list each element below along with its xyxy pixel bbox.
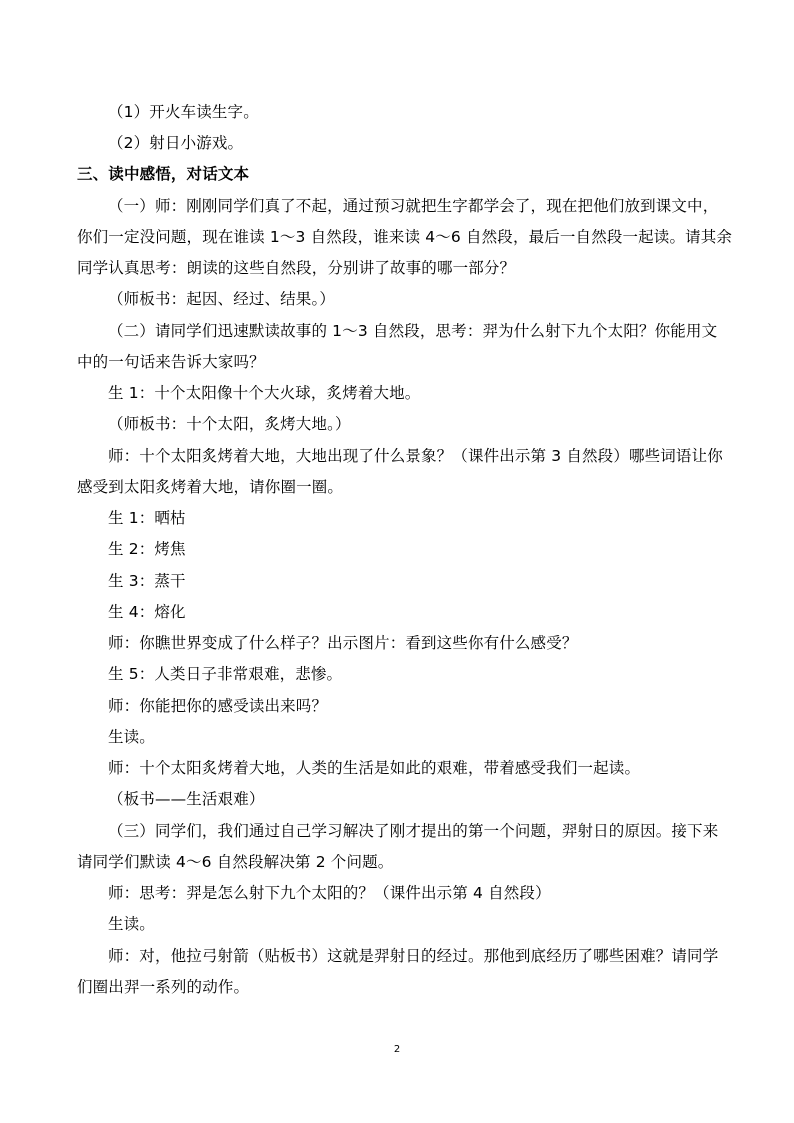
paragraph-line: 师：你瞧世界变成了什么样子？出示图片：看到这些你有什么感受？ <box>108 634 578 652</box>
paragraph-line: （师板书：十个太阳，炙烤大地。） <box>108 415 351 433</box>
list-item-1: （1）开火车读生字。 <box>108 103 259 121</box>
page-number: 2 <box>393 1044 401 1055</box>
paragraph-line: 师：十个太阳炙烤着大地，大地出现了什么景象？（课件出示第 3 自然段）哪些词语让你 <box>108 447 723 465</box>
list-item-2: （2）射日小游戏。 <box>108 134 244 152</box>
paragraph-line: 生 2：烤焦 <box>108 540 186 558</box>
paragraph-line: 们圈出羿一系列的动作。 <box>77 978 250 996</box>
paragraph-line: 生读。 <box>108 915 155 933</box>
paragraph-line: 生 5：人类日子非常艰难，悲惨。 <box>108 665 343 683</box>
paragraph-line: 师：你能把你的感受读出来吗？ <box>108 697 328 715</box>
paragraph-line: 生 4：熔化 <box>108 603 186 621</box>
paragraph-line: 生 1：晒枯 <box>108 509 186 527</box>
paragraph-line: 生 3：蒸干 <box>108 572 186 590</box>
paragraph-line: （二）请同学们迅速默读故事的 1～3 自然段，思考：羿为什么射下九个太阳？你能用文 <box>108 322 718 340</box>
paragraph-line: 感受到太阳炙烤着大地，请你圈一圈。 <box>77 478 344 496</box>
paragraph-line: 师：对，他拉弓射箭（贴板书）这就是羿射日的经过。那他到底经历了哪些困难？请同学 <box>108 947 719 965</box>
paragraph-line: 你们一定没问题，现在谁读 1～3 自然段，谁来读 4～6 自然段，最后一自然段一起读。请其余 <box>77 228 733 246</box>
paragraph-line: 请同学们默读 4～6 自然段解决第 2 个问题。 <box>77 853 394 871</box>
paragraph-line: 生读。 <box>108 728 155 746</box>
paragraph-line: 师：思考：羿是怎么射下九个太阳的？（课件出示第 4 自然段） <box>108 884 551 902</box>
section-heading: 三、读中感悟，对话文本 <box>77 165 250 183</box>
paragraph-line: （三）同学们，我们通过自己学习解决了刚才提出的第一个问题，羿射日的原因。接下来 <box>108 822 719 840</box>
paragraph-line: （师板书：起因、经过、结果。） <box>108 290 336 308</box>
paragraph-line: 生 1：十个太阳像十个大火球，炙烤着大地。 <box>108 384 421 402</box>
paragraph-line: 师：十个太阳炙烤着大地，人类的生活是如此的艰难，带着感受我们一起读。 <box>108 759 641 777</box>
paragraph-line: （一）师：刚刚同学们真了不起，通过预习就把生字都学会了，现在把他们放到课文中， <box>108 197 719 215</box>
paragraph-line: 同学认真思考：朗读的这些自然段，分别讲了故事的哪一部分？ <box>77 259 516 277</box>
paragraph-line: （板书——生活艰难） <box>108 790 265 808</box>
paragraph-line: 中的一句话来告诉大家吗？ <box>77 353 265 371</box>
